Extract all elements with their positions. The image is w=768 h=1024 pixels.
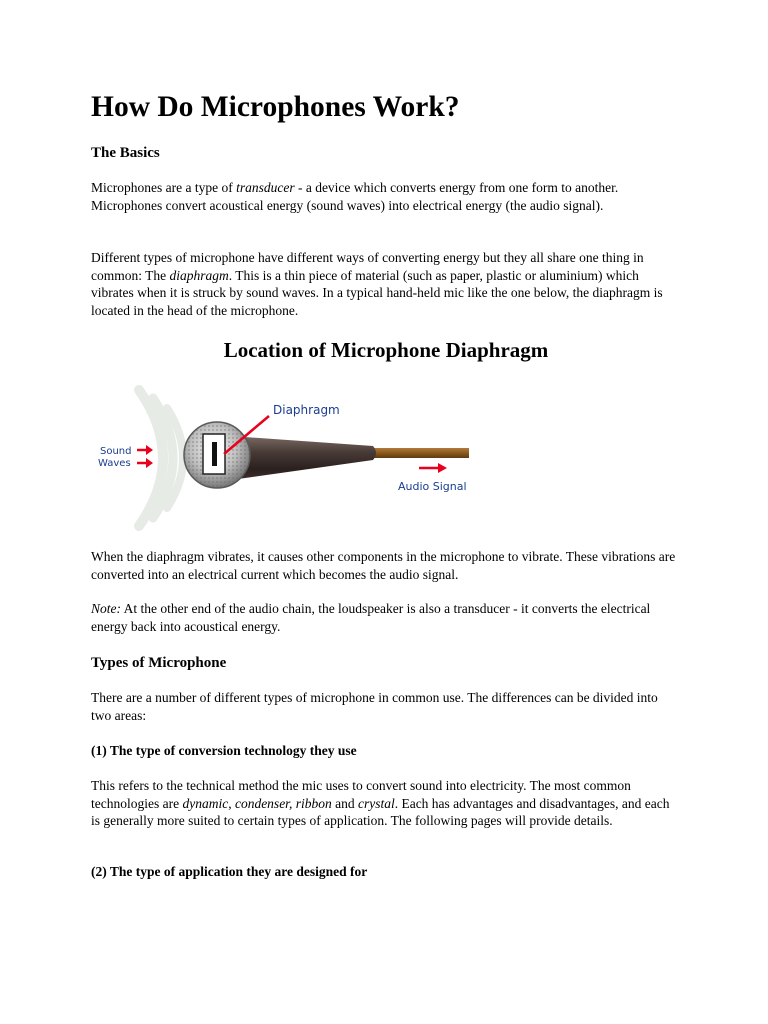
sound-wave-arcs bbox=[139, 390, 183, 526]
text: Microphones are a type of bbox=[91, 180, 237, 195]
emphasis-diaphragm: diaphragm bbox=[169, 267, 229, 283]
paragraph-technologies bbox=[91, 777, 681, 830]
section-heading-basics: The Basics bbox=[91, 145, 160, 161]
paragraph-vibration: When the diaphragm vibrates, it causes other components in the microphone to vibrate. These vibrations are converted into an electrical current which becomes the audio signal. bbox=[91, 549, 676, 582]
subheading-application: (2) The type of application they are designed for bbox=[91, 864, 368, 879]
microphone-diagram bbox=[91, 384, 491, 532]
text: - a device which converts energy from one form to another. Microphones convert acoustical energy (sound waves) into electrical energy (the audio signal). bbox=[91, 180, 619, 213]
audio-signal-arrow-icon bbox=[419, 463, 447, 473]
microphone-body bbox=[231, 436, 376, 480]
text: . Each has advantages and disadvantages, and each is generally more suited to certain types of application. The following pages will provide details. bbox=[91, 795, 670, 829]
label-audio-signal: Audio Signal bbox=[398, 480, 467, 493]
diaphragm-icon bbox=[203, 434, 225, 474]
text: , bbox=[228, 795, 235, 811]
note-label: Note: bbox=[91, 601, 121, 616]
emphasis-condenser-ribbon: condenser, ribbon bbox=[234, 795, 332, 811]
label-sound: Sound bbox=[100, 446, 132, 457]
text: and bbox=[331, 795, 358, 811]
text: At the other end of the audio chain, the loudspeaker is also a transducer - it converts the electrical energy back into acoustical energy. bbox=[91, 601, 651, 634]
label-waves: Waves bbox=[98, 458, 131, 469]
label-diaphragm: Diaphragm bbox=[273, 403, 340, 417]
emphasis-crystal: crystal bbox=[357, 795, 395, 811]
paragraph-note bbox=[91, 600, 681, 635]
text: This refers to the technical method the mic uses to convert sound into electricity. The most common technologies are bbox=[91, 778, 631, 811]
figure-title: Location of Microphone Diaphragm bbox=[223, 338, 549, 362]
page-title: How Do Microphones Work? bbox=[91, 91, 460, 123]
paragraph-types-intro: There are a number of different types of microphone in common use. The differences can be divided into two areas: bbox=[91, 690, 658, 723]
paragraph-diaphragm bbox=[91, 249, 681, 319]
sound-arrow-icon bbox=[137, 458, 153, 468]
paragraph-transducer bbox=[91, 179, 681, 214]
text: . This is a thin piece of material (such as paper, plastic or aluminium) which vibrates when it is struck by sound waves. In a typical hand-held mic like the one below, the diaphragm is located in the head of the microphone. bbox=[91, 267, 663, 318]
sound-arrow-icon bbox=[137, 445, 153, 455]
emphasis-transducer: transducer bbox=[236, 180, 295, 195]
emphasis-dynamic: dynamic bbox=[182, 795, 229, 811]
audio-cable bbox=[367, 448, 469, 458]
subheading-conversion: (1) The type of conversion technology they use bbox=[91, 743, 357, 758]
section-heading-types: Types of Microphone bbox=[91, 655, 227, 671]
text: Different types of microphone have different ways of converting energy but they all share one thing in common: The bbox=[91, 250, 644, 283]
